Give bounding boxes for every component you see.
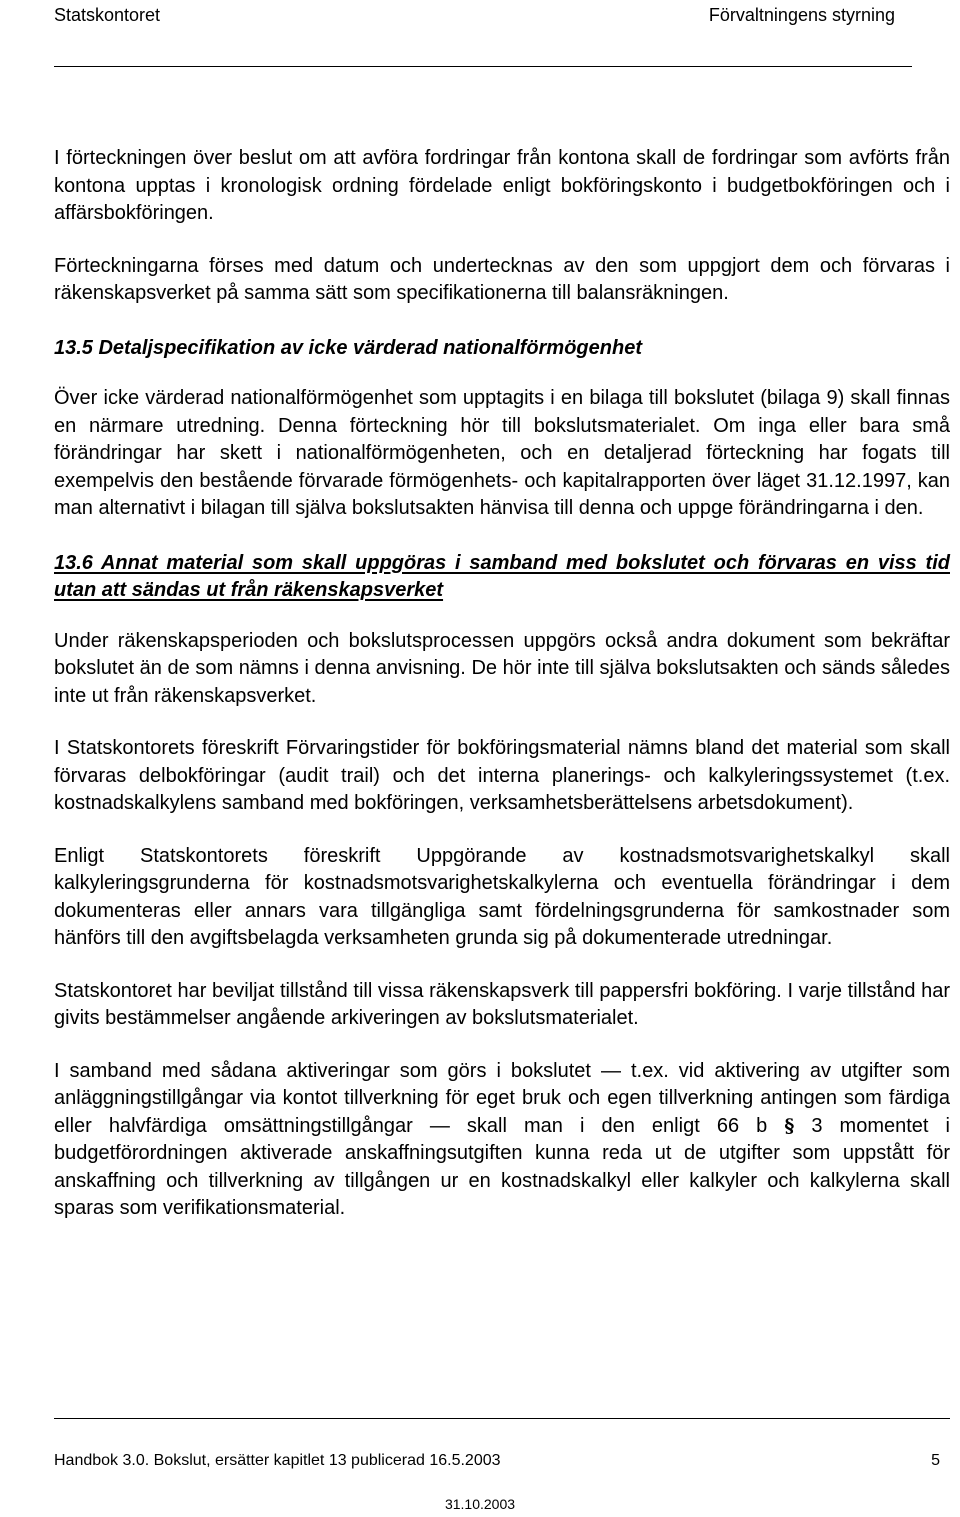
capitalization-text-part-2: 3 momentet i budgetförordningen aktiverade anskaffningsutgiften kunna reda ut de utgifter som uppstått för anskaffning och tillverkning av tillgången ur en kostnadskalkyl eller kalkyler och kalkylerna skall sparas som verifikationsmaterial.	[54, 1114, 950, 1219]
paragraph-retention-periods: I Statskontorets föreskrift Förvaringstider för bokföringsmaterial nämns bland det material som skall förvaras delbokföringar (audit trail) och det interna planerings- och kalkyleringssystemet (t.ex. kostnadskalkylens samband med bokföringen, verksamhetsberättelsens arbetsdokument).	[54, 737, 950, 814]
footer-publication-info: Handbok 3.0. Bokslut, ersätter kapitlet 13 publicerad 16.5.2003	[54, 1452, 501, 1469]
paragraph-write-off-register: I förteckningen över beslut om att avföra fordringar från kontona skall de fordringar som avförts från kontona upptas i kronologisk ordning fördelade enligt bokföringskonto i budgetbokföringen och i affärsbokföringen.	[54, 147, 950, 224]
paragraph-cost-calculation: Enligt Statskontorets föreskrift Uppgörande av kostnadsmotsvarighetskalkyl skall kalkyleringsgrunderna för kostnadsmotsvarighetskalkylerna och eventuella förändringar i dem dokumenteras eller annars vara tillgängliga samt fördelningsgrunderna för samkostnader som hänförs till den avgiftsbelagda verksamheten grunda sig på dokumenterade utredningar.	[54, 844, 950, 949]
running-header	[54, 3, 895, 27]
paragraph-capitalization	[54, 1058, 950, 1223]
paragraph-national-wealth: Över icke värderad nationalförmögenhet som upptagits i en bilaga till bokslutet (bilaga 9) skall finnas en närmare utredning. Denna förteckning hör till bokslutsmaterialet. Om inga eller bara små förändringar har skett i nationalförmögenheten, och en detaljerad förteckning har fogats till exempelvis den bestående förvarade förmögenhets- och kapitalrapporten över läget 31.12.1997, kan man alternativt i bilagan till själva bokslutsakten hänvisa till denna och uppge förändringarna i den.	[54, 387, 950, 519]
running-footer	[54, 1450, 940, 1472]
paragraph-register-signing: Förteckningarna förses med datum och undertecknas av den som uppgjort dem och förvaras i räkenskapsverket på samma sätt som specifikationerna till balansräkningen.	[54, 254, 950, 304]
section-heading-13-5: 13.5 Detaljspecifikation av icke värderad nationalförmögenhet	[54, 336, 642, 359]
document-body	[54, 145, 950, 1223]
page-number: 5	[931, 1452, 940, 1469]
header-chapter-title: Förvaltningens styrning	[708, 5, 895, 25]
header-organization: Statskontoret	[54, 5, 161, 25]
header-divider	[54, 66, 912, 67]
section-sign: §	[784, 1114, 795, 1137]
paragraph-paperless-bookkeeping: Statskontoret har beviljat tillstånd till vissa räkenskapsverk till pappersfri bokföring. I varje tillstånd har givits bestämmelser angående arkiveringen av bokslutsmaterialet.	[54, 979, 950, 1029]
footer-divider	[54, 1418, 950, 1419]
capitalization-text-part-1: I samband med sådana aktiveringar som görs i bokslutet — t.ex. vid aktivering av utgifter som anläggningstillgångar via kontot tillverkning för eget bruk och egen tillverkning antingen som färdiga eller halvfärdiga omsättningstillgångar — skall man i den enligt 66 b	[54, 1059, 950, 1137]
paragraph-other-documents: Under räkenskapsperioden och bokslutsprocessen uppgörs också andra dokument som bekräftar bokslutet än de som nämns i denna anvisning. De hör inte till själva bokslutsakten och sänds således inte ut från räkenskapsverket.	[54, 629, 950, 707]
footer-date: 31.10.2003	[444, 1496, 516, 1512]
section-heading-13-6: 13.6 Annat material som skall uppgöras i samband med bokslutet och förvaras en viss tid utan att sändas ut från räkenskapsverket	[54, 551, 950, 601]
